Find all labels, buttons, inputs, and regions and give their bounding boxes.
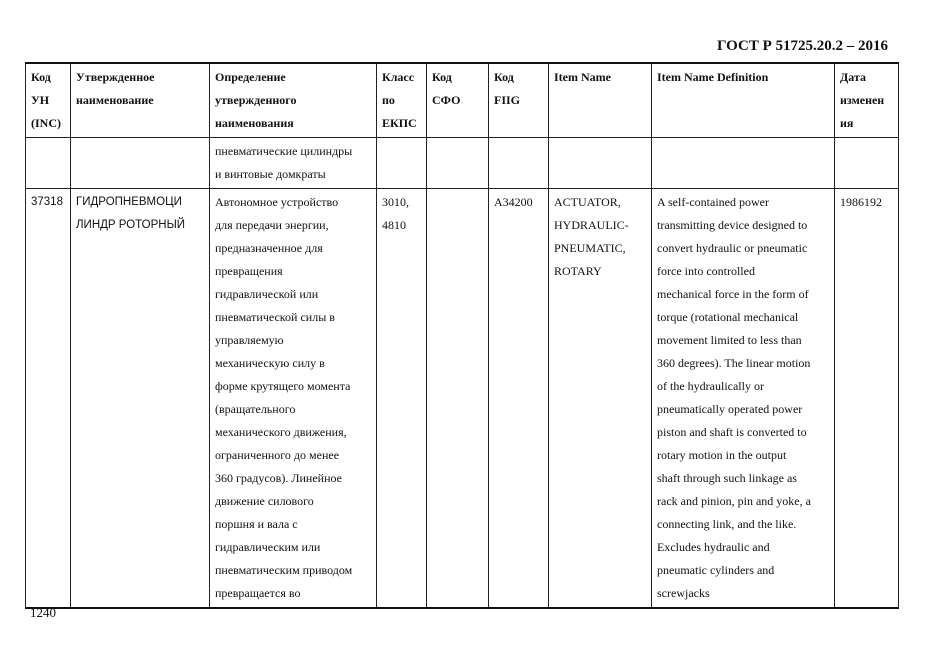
header-sfo-code: Код СФО bbox=[427, 63, 489, 138]
approved-name-cell: ГИДРОПНЕВМОЦИ ЛИНДР РОТОРНЫЙ bbox=[71, 189, 210, 609]
page-number: 1240 bbox=[30, 605, 56, 620]
cont-item-definition-cell bbox=[652, 138, 835, 189]
fiig-code-cell: A34200 bbox=[489, 189, 549, 609]
header-fiig-code: Код FIIG bbox=[489, 63, 549, 138]
cont-date-cell bbox=[835, 138, 899, 189]
change-date-cell: 1986192 bbox=[835, 189, 899, 609]
cont-fiig-cell bbox=[489, 138, 549, 189]
header-ekps-class: Класс по ЕКПС bbox=[377, 63, 427, 138]
cont-sfo-cell bbox=[427, 138, 489, 189]
definition-ru-cell: Автономное устройство для передачи энергии, предназначенное для превращения гидравлической или пневматической силы в управляемую механическую силу в форме крутящего момента (вращательного механического движения, ограниченного до менее 360 градусов). Линейное движение силового поршня и вала с гидравлическим или пневматическим приводом превращается во bbox=[210, 189, 377, 609]
inc-code-cell: 37318 bbox=[26, 189, 71, 609]
table-header-row bbox=[26, 63, 899, 138]
header-change-date: Дата изменен ия bbox=[835, 63, 899, 138]
item-name-definition-cell: A self-contained power transmitting device designed to convert hydraulic or pneumatic force into controlled mechanical force in the form of torque (rotational mechanical movement limited to less than 360 degrees). The linear motion of the hydraulically or pneumatically operated power piston and shaft is converted to rotary motion in the output shaft through such linkage as rack and pinion, pin and yoke, a connecting link, and the like. Excludes hydraulic and pneumatic cylinders and screwjacks bbox=[652, 189, 835, 609]
ekps-class-cell: 3010, 4810 bbox=[377, 189, 427, 609]
cont-definition-ru-cell: пневматические цилиндры и винтовые домкраты bbox=[210, 138, 377, 189]
cont-name-cell bbox=[71, 138, 210, 189]
cont-inc-cell bbox=[26, 138, 71, 189]
header-name-definition-ru: Определение утвержденного наименования bbox=[210, 63, 377, 138]
cont-item-name-cell bbox=[549, 138, 652, 189]
sfo-code-cell bbox=[427, 189, 489, 609]
continuation-row bbox=[26, 138, 899, 189]
header-inc-code: Код УН (INC) bbox=[26, 63, 71, 138]
header-item-name: Item Name bbox=[549, 63, 652, 138]
item-names-table bbox=[25, 62, 899, 609]
header-item-name-definition: Item Name Definition bbox=[652, 63, 835, 138]
header-approved-name: Утвержденное наименование bbox=[71, 63, 210, 138]
standard-designation: ГОСТ Р 51725.20.2 – 2016 bbox=[716, 38, 888, 54]
item-name-cell: ACTUATOR, HYDRAULIC- PNEUMATIC, ROTARY bbox=[549, 189, 652, 609]
table-row bbox=[26, 189, 899, 609]
cont-ekps-cell bbox=[377, 138, 427, 189]
